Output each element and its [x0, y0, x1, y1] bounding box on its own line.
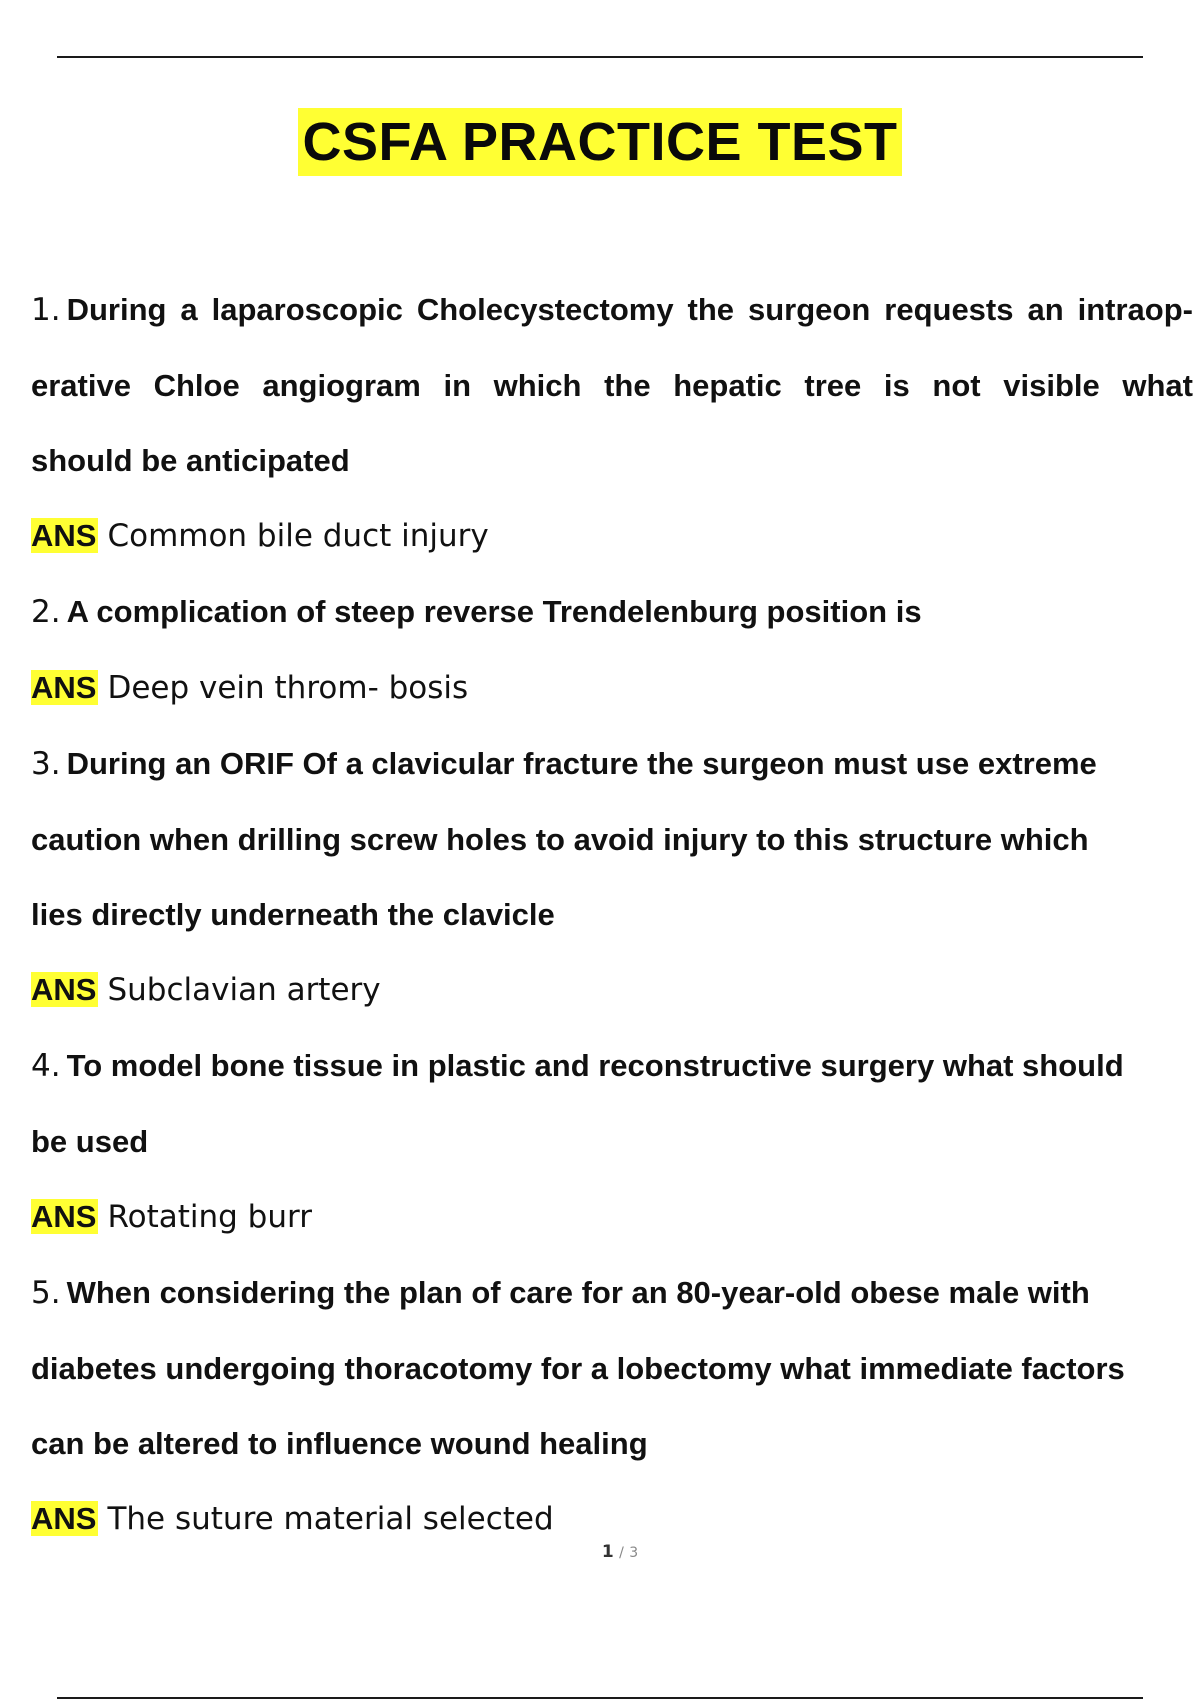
page-indicator: [0, 1542, 1200, 1562]
question-number: 4.: [31, 1048, 61, 1084]
question-line: diabetes undergoing thoracotomy for a lobectomy what immediate factors: [31, 1351, 1125, 1386]
question-text: When considering the plan of care for an 80-year-old obese male with: [66, 1275, 1090, 1310]
question-number: 5.: [31, 1275, 61, 1311]
answer-text: Common bile duct injury: [107, 518, 489, 554]
answer-tag: ANS: [31, 1199, 97, 1234]
answer-line: [31, 1179, 1193, 1255]
page-total: 3: [629, 1545, 639, 1561]
question-text: During a laparoscopic Cholecystectomy the surgeon requests an intraop-: [66, 292, 1193, 327]
page-separator: /: [619, 1545, 624, 1561]
question-text: A complication of steep reverse Trendelenburg position is: [66, 594, 922, 629]
answer-line: [31, 952, 1193, 1028]
question-line: caution when drilling screw holes to avoid injury to this structure which: [31, 822, 1089, 857]
question-line: [31, 726, 1193, 802]
answer-tag: ANS: [31, 972, 97, 1007]
answer-text: Rotating burr: [107, 1199, 312, 1235]
question-line: should be anticipated: [31, 443, 350, 478]
question-list: [31, 272, 1193, 1557]
question-line: [31, 574, 1193, 650]
question-number: 3.: [31, 746, 61, 782]
question-line: [31, 272, 1193, 348]
answer-tag: ANS: [31, 1501, 97, 1536]
question-line: be used: [31, 1124, 149, 1159]
question-item: [31, 272, 1193, 574]
answer-text: Subclavian artery: [107, 972, 381, 1008]
question-item: [31, 574, 1193, 726]
answer-line: [31, 650, 1193, 726]
question-line: lies directly underneath the clavicle: [31, 897, 555, 932]
answer-line: [31, 498, 1193, 574]
question-item: [31, 726, 1193, 1028]
question-line: [31, 1255, 1193, 1331]
page-current: 1: [601, 1542, 614, 1562]
question-number: 1.: [31, 292, 61, 328]
question-item: [31, 1028, 1193, 1255]
answer-text: Deep vein throm- bosis: [107, 670, 469, 706]
question-number: 2.: [31, 594, 61, 630]
document-title: CSFA PRACTICE TEST: [298, 108, 901, 176]
question-line: can be altered to influence wound healing: [31, 1426, 648, 1461]
answer-tag: ANS: [31, 670, 97, 705]
question-line: erative Chloe angiogram in which the hepatic tree is not visible what: [31, 368, 1193, 403]
answer-text: The suture material selected: [107, 1501, 554, 1537]
answer-tag: ANS: [31, 518, 97, 553]
question-text: To model bone tissue in plastic and reconstructive surgery what should: [66, 1048, 1124, 1083]
question-item: [31, 1255, 1193, 1557]
question-text: During an ORIF Of a clavicular fracture the surgeon must use extreme: [66, 746, 1097, 781]
question-line: [31, 1028, 1193, 1104]
top-rule: [57, 56, 1143, 58]
title-container: [0, 108, 1200, 176]
bottom-rule: [57, 1697, 1143, 1699]
